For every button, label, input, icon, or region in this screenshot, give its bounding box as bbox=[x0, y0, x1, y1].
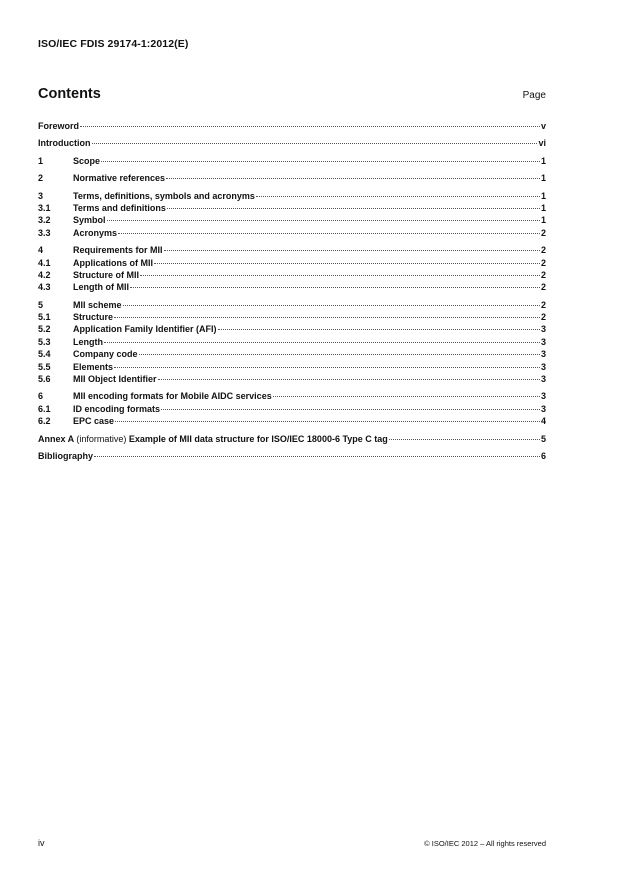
annex-title: Example of MII data structure for ISO/IEC 18000-6 Type C tag bbox=[128, 433, 388, 444]
toc-group-introduction bbox=[38, 137, 546, 149]
toc-leader-dots bbox=[158, 379, 540, 380]
toc-leader-dots bbox=[389, 439, 540, 440]
toc-entry-page: 3 bbox=[540, 391, 546, 402]
footer-copyright: © ISO/IEC 2012 – All rights reserved bbox=[424, 839, 546, 848]
toc-entry-number: 5 bbox=[38, 299, 44, 310]
toc-entry-number: 4.1 bbox=[38, 257, 51, 268]
toc-entry-page: 3 bbox=[540, 403, 546, 414]
toc-entry-5-3[interactable] bbox=[38, 336, 546, 348]
toc-entry-number: 2 bbox=[38, 173, 44, 184]
toc-leader-dots bbox=[218, 329, 540, 330]
toc-entry-title: EPC case bbox=[73, 416, 115, 427]
toc-leader-dots bbox=[130, 287, 540, 288]
toc-entry-page: 6 bbox=[540, 450, 546, 461]
toc-entry-title: Foreword bbox=[38, 121, 80, 131]
toc-entry-page: 3 bbox=[540, 349, 546, 360]
toc-group-4 bbox=[38, 244, 546, 294]
toc-entry-title: Symbol bbox=[73, 215, 106, 226]
toc-entry-6-2[interactable] bbox=[38, 415, 546, 427]
toc-entry-page: 1 bbox=[540, 155, 546, 166]
toc-leader-dots bbox=[94, 456, 540, 457]
toc-entry-3-1[interactable] bbox=[38, 202, 546, 214]
toc-entry-number: 6.1 bbox=[38, 403, 51, 414]
toc-leader-dots bbox=[166, 178, 540, 179]
toc-entry-number: 1 bbox=[38, 155, 44, 166]
toc-entry-number: 3.1 bbox=[38, 202, 51, 213]
toc-entry-number: 3.3 bbox=[38, 227, 51, 238]
toc-leader-dots bbox=[139, 354, 540, 355]
toc-entry-title bbox=[38, 433, 388, 445]
toc-entry-number: 5.2 bbox=[38, 324, 51, 335]
toc-entry-title: Length of MII bbox=[73, 282, 129, 293]
toc-group-3 bbox=[38, 190, 546, 240]
toc-entry-title: Terms and definitions bbox=[73, 202, 166, 213]
toc-entry-number: 4.2 bbox=[38, 269, 51, 280]
toc-entry-5-5[interactable] bbox=[38, 361, 546, 373]
toc-leader-dots bbox=[140, 275, 540, 276]
toc-entry-title: Applications of MII bbox=[73, 257, 153, 268]
toc-leader-dots bbox=[107, 220, 540, 221]
toc-entry-title: MII encoding formats for Mobile AIDC services bbox=[73, 391, 272, 402]
toc-leader-dots bbox=[167, 208, 540, 209]
toc-entry-page: v bbox=[540, 121, 546, 131]
toc-entry-page: 4 bbox=[540, 416, 546, 427]
toc-leader-dots bbox=[118, 233, 540, 234]
toc-entry-number: 6.2 bbox=[38, 416, 51, 427]
toc-entry-1[interactable] bbox=[38, 155, 546, 167]
toc-entry-title: Normative references bbox=[73, 173, 166, 184]
annex-label: Annex A bbox=[38, 433, 74, 444]
toc-entry-page: 1 bbox=[540, 173, 546, 184]
toc-entry-3-2[interactable] bbox=[38, 214, 546, 226]
toc-leader-dots bbox=[104, 342, 540, 343]
table-of-contents bbox=[38, 120, 546, 467]
toc-entry-foreword[interactable] bbox=[38, 120, 546, 132]
toc-entry-title: Application Family Identifier (AFI) bbox=[73, 324, 217, 335]
toc-entry-page: 3 bbox=[540, 374, 546, 385]
toc-entry-page: 5 bbox=[540, 433, 546, 444]
toc-entry-page: 3 bbox=[540, 361, 546, 372]
toc-entry-page: 2 bbox=[540, 282, 546, 293]
contents-heading: Contents bbox=[38, 86, 101, 102]
toc-entry-page: 2 bbox=[540, 269, 546, 280]
toc-entry-3[interactable] bbox=[38, 190, 546, 202]
toc-entry-number: 4.3 bbox=[38, 282, 51, 293]
toc-entry-2[interactable] bbox=[38, 172, 546, 184]
toc-entry-5-6[interactable] bbox=[38, 373, 546, 385]
toc-entry-4-3[interactable] bbox=[38, 281, 546, 293]
toc-entry-number: 5.3 bbox=[38, 336, 51, 347]
toc-leader-dots bbox=[123, 305, 540, 306]
toc-entry-number: 6 bbox=[38, 391, 44, 402]
toc-entry-page: 1 bbox=[540, 190, 546, 201]
toc-leader-dots bbox=[115, 421, 540, 422]
toc-entry-5-2[interactable] bbox=[38, 323, 546, 335]
toc-entry-title: Structure bbox=[73, 312, 114, 323]
toc-entry-title: Acronyms bbox=[73, 227, 118, 238]
toc-leader-dots bbox=[80, 126, 540, 127]
toc-entry-page: 3 bbox=[540, 336, 546, 347]
toc-entry-number: 3 bbox=[38, 190, 44, 201]
document-id-header: ISO/IEC FDIS 29174-1:2012(E) bbox=[38, 38, 189, 50]
toc-entry-title: MII Object Identifier bbox=[73, 374, 157, 385]
toc-entry-page: 1 bbox=[540, 215, 546, 226]
toc-group-annex-a bbox=[38, 433, 546, 445]
toc-entry-title: Length bbox=[73, 336, 103, 347]
toc-leader-dots bbox=[114, 317, 540, 318]
toc-entry-title: Structure of MII bbox=[73, 269, 140, 280]
toc-entry-page: 3 bbox=[540, 324, 546, 335]
toc-leader-dots bbox=[256, 196, 540, 197]
toc-entry-number: 3.2 bbox=[38, 215, 51, 226]
toc-group-bibliography bbox=[38, 450, 546, 462]
toc-entry-title: Requirements for MII bbox=[73, 245, 163, 256]
toc-leader-dots bbox=[164, 250, 540, 251]
toc-entry-title: Scope bbox=[73, 155, 101, 166]
toc-entry-title: ID encoding formats bbox=[73, 403, 161, 414]
annex-qualifier: (informative) bbox=[76, 433, 127, 444]
toc-entry-page: 2 bbox=[540, 299, 546, 310]
toc-leader-dots bbox=[101, 161, 540, 162]
toc-group-2 bbox=[38, 172, 546, 184]
toc-leader-dots bbox=[161, 409, 540, 410]
toc-entry-page: 1 bbox=[540, 202, 546, 213]
toc-entry-number: 5.6 bbox=[38, 374, 51, 385]
toc-entry-5[interactable] bbox=[38, 299, 546, 311]
toc-entry-title: MII scheme bbox=[73, 299, 122, 310]
toc-group-1 bbox=[38, 155, 546, 167]
toc-entry-page: 2 bbox=[540, 257, 546, 268]
toc-entry-4-1[interactable] bbox=[38, 257, 546, 269]
toc-entry-4-2[interactable] bbox=[38, 269, 546, 281]
toc-entry-number: 5.1 bbox=[38, 312, 51, 323]
toc-entry-3-3[interactable] bbox=[38, 227, 546, 239]
toc-entry-6[interactable] bbox=[38, 390, 546, 402]
toc-entry-5-1[interactable] bbox=[38, 311, 546, 323]
toc-group-6 bbox=[38, 390, 546, 427]
toc-entry-bibliography[interactable] bbox=[38, 450, 546, 462]
toc-entry-title: Terms, definitions, symbols and acronyms bbox=[73, 190, 255, 201]
page-column-label: Page bbox=[522, 90, 546, 101]
toc-entry-page: 2 bbox=[540, 245, 546, 256]
toc-group-foreword bbox=[38, 120, 546, 132]
toc-entry-title: Bibliography bbox=[38, 450, 94, 461]
toc-leader-dots bbox=[114, 367, 540, 368]
toc-leader-dots bbox=[154, 263, 540, 264]
toc-entry-title: Introduction bbox=[38, 138, 91, 149]
toc-entry-introduction[interactable] bbox=[38, 137, 546, 149]
toc-entry-number: 5.5 bbox=[38, 361, 51, 372]
toc-entry-title: Company code bbox=[73, 349, 138, 360]
toc-entry-5-4[interactable] bbox=[38, 348, 546, 360]
toc-group-5 bbox=[38, 299, 546, 386]
toc-leader-dots bbox=[92, 143, 538, 144]
toc-entry-number: 5.4 bbox=[38, 349, 51, 360]
toc-entry-page: 2 bbox=[540, 227, 546, 238]
toc-entry-annex-a[interactable] bbox=[38, 433, 546, 445]
toc-entry-4[interactable] bbox=[38, 244, 546, 256]
toc-entry-page: 2 bbox=[540, 312, 546, 323]
toc-entry-number: 4 bbox=[38, 245, 44, 256]
toc-leader-dots bbox=[273, 396, 540, 397]
toc-entry-page: vi bbox=[538, 138, 546, 149]
footer-page-number: iv bbox=[38, 838, 45, 848]
toc-entry-6-1[interactable] bbox=[38, 403, 546, 415]
toc-entry-title: Elements bbox=[73, 361, 114, 372]
